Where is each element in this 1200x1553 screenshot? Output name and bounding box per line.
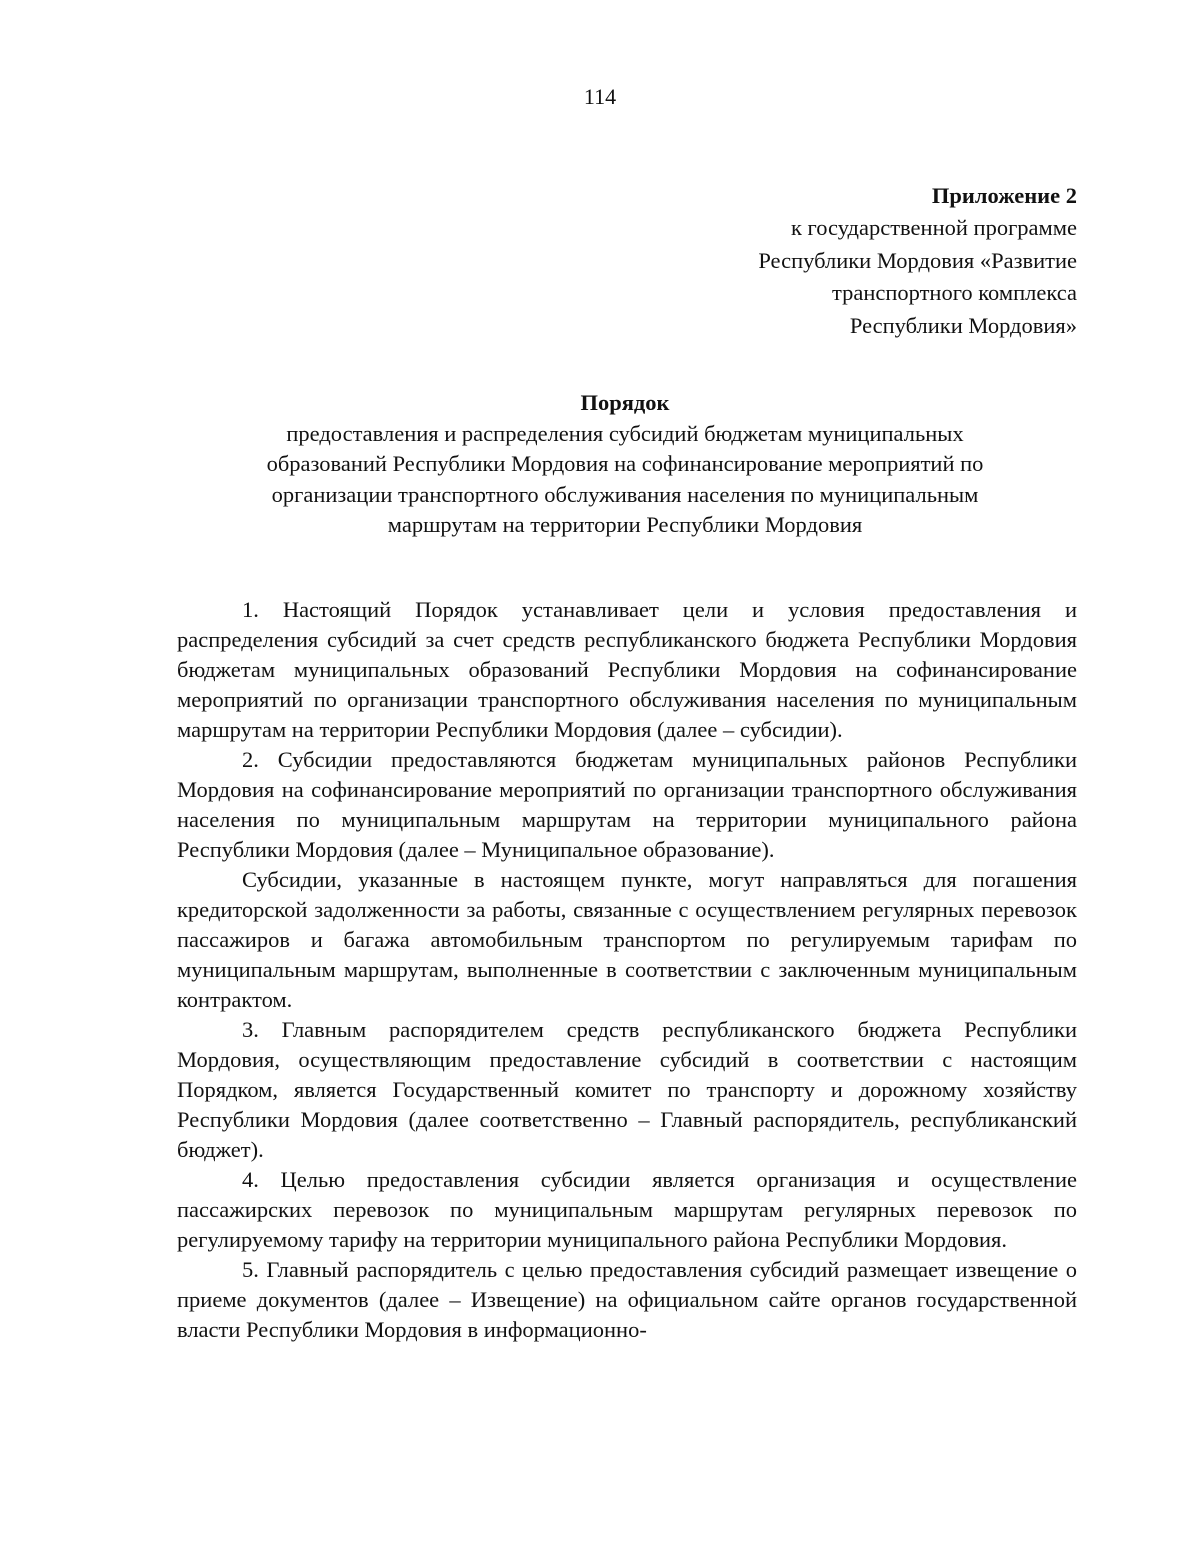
appendix-line: к государственной программе (790, 215, 1077, 241)
document-title (140, 388, 1110, 541)
page-number: 114 (583, 84, 617, 109)
paragraph-3: 3. Главным распорядителем средств республиканского бюджета Республики Мордовия, осуществляющим предоставление субсидий в соответствии с настоящим Порядком, является Государственный комитет по транспорту и дорожному хозяйству Республики Мордовия (далее соответственно – Главный распорядитель, республиканский бюджет). (177, 1017, 1077, 1162)
appendix-line: транспортного комплекса (831, 280, 1077, 306)
document-title-line: маршрутам на территории Республики Мордовия (387, 512, 863, 537)
paragraph-2: 2. Субсидии предоставляются бюджетам муниципальных районов Республики Мордовия на софинансирование мероприятий по организации транспортного обслуживания населения по муниципальным маршрутам на территории муниципального района Республики Мордовия (далее – Муниципальное образование). (177, 747, 1077, 862)
appendix-title: Приложение 2 (931, 183, 1077, 208)
document-body (177, 595, 1077, 1345)
document-title-line: предоставления и распределения субсидий бюджетам муниципальных (286, 420, 964, 446)
paragraph-2-continued: Субсидии, указанные в настоящем пункте, могут направляться для погашения кредиторской задолженности за работы, связанные с осуществлением регулярных перевозок пассажиров и багажа автомобильным транспортом по регулируемым тарифам по муниципальным маршрутам, выполненные в соответствии с заключенным муниципальным контрактом. (177, 867, 1077, 1012)
document-title-line: организации транспортного обслуживания населения по муниципальным (271, 481, 979, 507)
paragraph-1: 1. Настоящий Порядок устанавливает цели и условия предоставления и распределения субсидий за счет средств республиканского бюджета Республики Мордовия бюджетам муниципальных образований Республики Мордовия на софинансирование мероприятий по организации транспортного обслуживания населения по муниципальным маршрутам на территории Республики Мордовия (далее – субсидии). (177, 597, 1077, 742)
paragraph-5: 5. Главный распорядитель с целью предоставления субсидий размещает извещение о приеме документов (далее – Извещение) на официальном сайте органов государственной власти Республики Мордовия в информационно- (177, 1257, 1077, 1342)
document-heading: Порядок (580, 390, 670, 415)
appendix-line: Республики Мордовия» (849, 312, 1077, 338)
document-title-line: образований Республики Мордовия на софинансирование мероприятий по (266, 451, 984, 476)
appendix-header (557, 180, 1077, 342)
paragraph-4: 4. Целью предоставления субсидии является организация и осуществление пассажирских перевозок по муниципальным маршрутам регулярных перевозок по регулируемому тарифу на территории муниципального района Республики Мордовия. (177, 1167, 1077, 1252)
appendix-line: Республики Мордовия «Развитие (758, 247, 1077, 273)
